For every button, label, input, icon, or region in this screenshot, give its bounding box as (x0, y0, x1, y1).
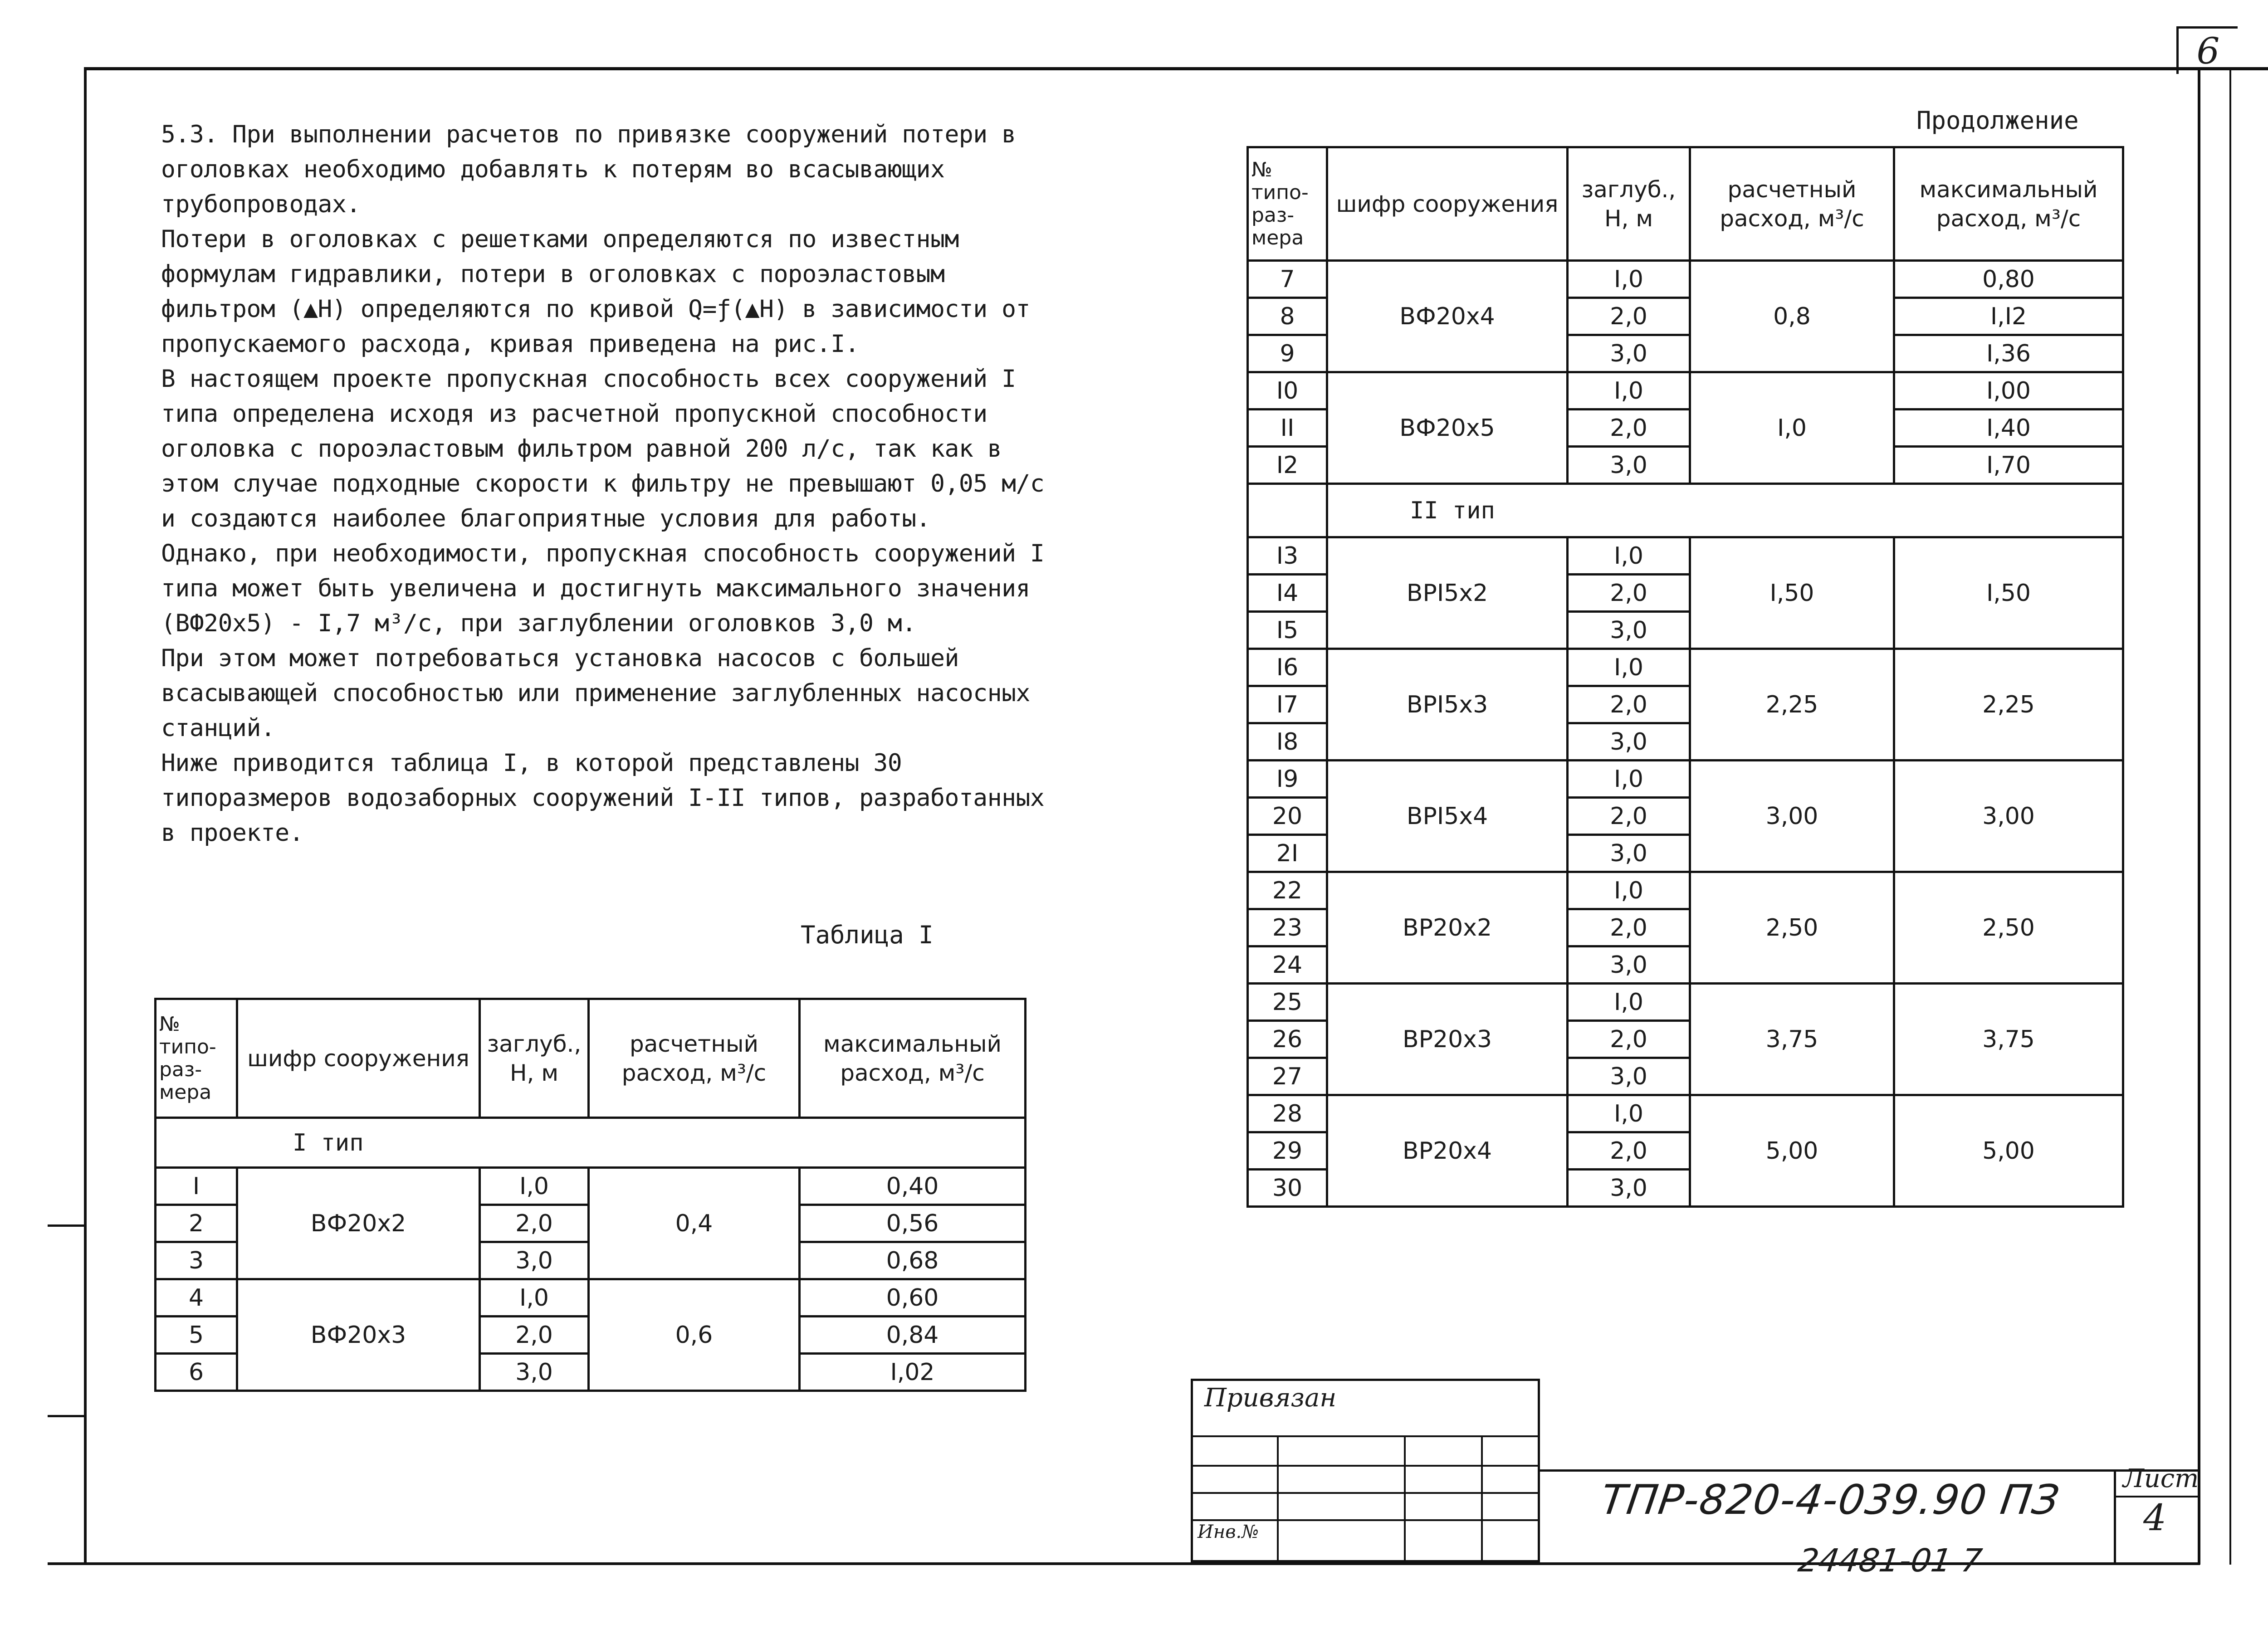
cell-code: ВР20х2 (1327, 872, 1568, 984)
page-number: 6 (2176, 26, 2238, 74)
cell-depth: I,0 (1568, 261, 1690, 298)
cell-num: 2I (1248, 835, 1327, 872)
cell-depth: 3,0 (1568, 612, 1690, 649)
cell-num: I5 (1248, 612, 1327, 649)
cell-calc: 5,00 (1690, 1095, 1894, 1207)
cell-max: I,50 (1894, 537, 2123, 649)
cell-max: 2,25 (1894, 649, 2123, 761)
stamp-col-line (1404, 1435, 1406, 1562)
header-num: № типо-раз-мера (1248, 147, 1327, 261)
document-code: ТПР-820-4-039.90 ПЗ (1598, 1476, 2063, 1524)
paragraph: 5.3. При выполнении расчетов по привязке сооружений потери в оголовках необходимо добавлять к потерям во всасывающих трубопроводах. (161, 121, 1016, 218)
cell-num: 24 (1248, 946, 1327, 984)
header-calc: расчетный расход, м³/с (1690, 147, 1894, 261)
cell-code: ВРI5х4 (1327, 761, 1568, 872)
stamp-row-line (1191, 1519, 1540, 1521)
cell-num: 23 (1248, 909, 1327, 946)
cell-depth: I,0 (1568, 761, 1690, 798)
cell-num: 27 (1248, 1058, 1327, 1095)
cell-code: ВРI5х2 (1327, 537, 1568, 649)
frame-left-line (84, 67, 87, 1565)
cell-max: 0,84 (800, 1317, 1026, 1354)
stamp-label: Привязан (1204, 1383, 1337, 1413)
archive-number: 24481-01 7 (1796, 1542, 1984, 1579)
stamp-row-line (1191, 1465, 1540, 1467)
cell-calc: 2,25 (1690, 649, 1894, 761)
cell-calc: 3,75 (1690, 984, 1894, 1095)
cell-depth: 2,0 (1568, 1021, 1690, 1058)
frame-top-line (84, 67, 2268, 70)
cell-depth: 2,0 (1568, 686, 1690, 723)
frame-right-line (2198, 67, 2200, 1565)
types-table-part1 (154, 998, 1026, 1392)
cell-num: I9 (1248, 761, 1327, 798)
sheet-box-left (2114, 1469, 2116, 1565)
cell-calc: I,0 (1690, 372, 1894, 484)
cell-num: 26 (1248, 1021, 1327, 1058)
cell-depth: 3,0 (1568, 946, 1690, 984)
cell-code: ВФ20х3 (237, 1279, 480, 1391)
table-caption: Таблица I (801, 921, 934, 949)
outer-right-edge (2229, 68, 2231, 1565)
stamp-col-line (1481, 1435, 1483, 1562)
cell-num: 8 (1248, 298, 1327, 335)
cell-depth: 2,0 (480, 1317, 589, 1354)
cell-num: I0 (1248, 372, 1327, 410)
cell-depth: I,0 (480, 1279, 589, 1317)
paragraph: Однако, при необходимости, пропускная способность сооружений I типа может быть увеличена и достигнуть максимального значения (ВФ20х5) - I,7 м³/с, при заглублении оголовков 3,0 м. (161, 540, 1045, 637)
type-label: II тип (1327, 484, 2123, 537)
cell-depth: 2,0 (480, 1205, 589, 1242)
cell-depth: I,0 (1568, 537, 1690, 575)
cell-num: 9 (1248, 335, 1327, 372)
cell-num: 20 (1248, 798, 1327, 835)
cell-num: 28 (1248, 1095, 1327, 1132)
cell-depth: 3,0 (480, 1354, 589, 1391)
cell-num: 2 (156, 1205, 237, 1242)
cell-max: I,70 (1894, 447, 2123, 484)
body-text (161, 117, 1046, 850)
cell-num: 6 (156, 1354, 237, 1391)
header-max: максимальный расход, м³/с (800, 999, 1026, 1118)
cell-code: ВР20х4 (1327, 1095, 1568, 1207)
cell-num: I (156, 1168, 237, 1205)
paragraph: В настоящем проекте пропускная способность всех сооружений I типа определена исходя из расчетной пропускной способности оголовка с пороэластовым фильтром равной 200 л/с, так как в этом случае подходные скорости к фильтру не превышают 0,05 м/с и создаются наиболее благоприятные условия для работы. (161, 365, 1045, 532)
cell-max: I,00 (1894, 372, 2123, 410)
header-calc: расчетный расход, м³/с (589, 999, 800, 1118)
cell-calc: I,50 (1690, 537, 1894, 649)
cell-max: 0,60 (800, 1279, 1026, 1317)
cell-num: I3 (1248, 537, 1327, 575)
cell-depth: 2,0 (1568, 1132, 1690, 1170)
stamp-row-line (1191, 1435, 1540, 1437)
cell-depth: 3,0 (480, 1242, 589, 1279)
cell-depth: 3,0 (1568, 335, 1690, 372)
sheet-number: 4 (2143, 1497, 2166, 1539)
cell-depth: 3,0 (1568, 723, 1690, 761)
cell-max: I,40 (1894, 410, 2123, 447)
cell-calc: 0,6 (589, 1279, 800, 1391)
cell-max: I,36 (1894, 335, 2123, 372)
cell-max: 3,00 (1894, 761, 2123, 872)
cell-max: I,02 (800, 1354, 1026, 1391)
cell-max: 3,75 (1894, 984, 2123, 1095)
paragraph: Ниже приводится таблица I, в которой представлены 30 типоразмеров водозаборных сооружений I-II типов, разработанных в проекте. (161, 749, 1045, 847)
cell-max: I,I2 (1894, 298, 2123, 335)
cell-num: 25 (1248, 984, 1327, 1021)
cell-num: I4 (1248, 575, 1327, 612)
continuation-caption: Продолжение (1916, 106, 2079, 135)
cell-num: 29 (1248, 1132, 1327, 1170)
cell-depth: I,0 (1568, 649, 1690, 686)
paragraph: При этом может потребоваться установка насосов с большей всасывающей способностью или применение заглубленных насосных станций. (161, 644, 1030, 742)
inventory-label: Инв.№ (1198, 1522, 1259, 1542)
cell-num: I7 (1248, 686, 1327, 723)
cell-num: I6 (1248, 649, 1327, 686)
cell-num: 7 (1248, 261, 1327, 298)
cell-num: 4 (156, 1279, 237, 1317)
cell-max: 2,50 (1894, 872, 2123, 984)
cell-num: 5 (156, 1317, 237, 1354)
cell-num: 3 (156, 1242, 237, 1279)
cell-num: II (1248, 410, 1327, 447)
cell-depth: I,0 (1568, 872, 1690, 909)
cell-depth: 3,0 (1568, 1058, 1690, 1095)
cell-empty (1248, 484, 1327, 537)
cell-num: 22 (1248, 872, 1327, 909)
sheet-label: Лист (2123, 1464, 2199, 1493)
header-depth: заглуб., H, м (1568, 147, 1690, 261)
cell-max: 0,80 (1894, 261, 2123, 298)
cell-max: 0,40 (800, 1168, 1026, 1205)
cell-num: I8 (1248, 723, 1327, 761)
type-label: I тип (156, 1118, 1026, 1168)
cell-depth: 3,0 (1568, 1170, 1690, 1207)
stamp-row-line (1191, 1492, 1540, 1494)
cell-calc: 0,8 (1690, 261, 1894, 372)
cell-depth: I,0 (480, 1168, 589, 1205)
cell-calc: 0,4 (589, 1168, 800, 1279)
cell-depth: I,0 (1568, 372, 1690, 410)
cell-depth: 3,0 (1568, 835, 1690, 872)
binding-tick-1 (48, 1224, 86, 1227)
cell-depth: 2,0 (1568, 410, 1690, 447)
cell-code: ВФ20х4 (1327, 261, 1568, 372)
cell-code: ВФ20х2 (237, 1168, 480, 1279)
cell-depth: 2,0 (1568, 575, 1690, 612)
cell-depth: 2,0 (1568, 298, 1690, 335)
header-num: № типо-раз-мера (156, 999, 237, 1118)
cell-code: ВР20х3 (1327, 984, 1568, 1095)
cell-num: 30 (1248, 1170, 1327, 1207)
cell-depth: 2,0 (1568, 798, 1690, 835)
code-box-top (1540, 1469, 2200, 1472)
header-code: шифр сооружения (1327, 147, 1568, 261)
types-table-part2 (1246, 146, 2124, 1208)
cell-calc: 2,50 (1690, 872, 1894, 984)
binding-tick-2 (48, 1415, 86, 1417)
stamp-col-line (1277, 1435, 1279, 1562)
cell-depth: 3,0 (1568, 447, 1690, 484)
cell-depth: 2,0 (1568, 909, 1690, 946)
cell-code: ВФ20х5 (1327, 372, 1568, 484)
cell-code: ВРI5х3 (1327, 649, 1568, 761)
cell-max: 0,68 (800, 1242, 1026, 1279)
cell-num: I2 (1248, 447, 1327, 484)
header-max: максимальный расход, м³/с (1894, 147, 2123, 261)
header-depth: заглуб., H, м (480, 999, 589, 1118)
cell-max: 0,56 (800, 1205, 1026, 1242)
cell-max: 5,00 (1894, 1095, 2123, 1207)
cell-depth: I,0 (1568, 1095, 1690, 1132)
paragraph: Потери в оголовках с решетками определяются по известным формулам гидравлики, потери в оголовках с пороэластовым фильтром (▲H) определяются по кривой Q=ƒ(▲H) в зависимости от пропускаемого расхода, кривая приведена на рис.I. (161, 225, 1030, 358)
header-code: шифр сооружения (237, 999, 480, 1118)
cell-calc: 3,00 (1690, 761, 1894, 872)
cell-depth: I,0 (1568, 984, 1690, 1021)
